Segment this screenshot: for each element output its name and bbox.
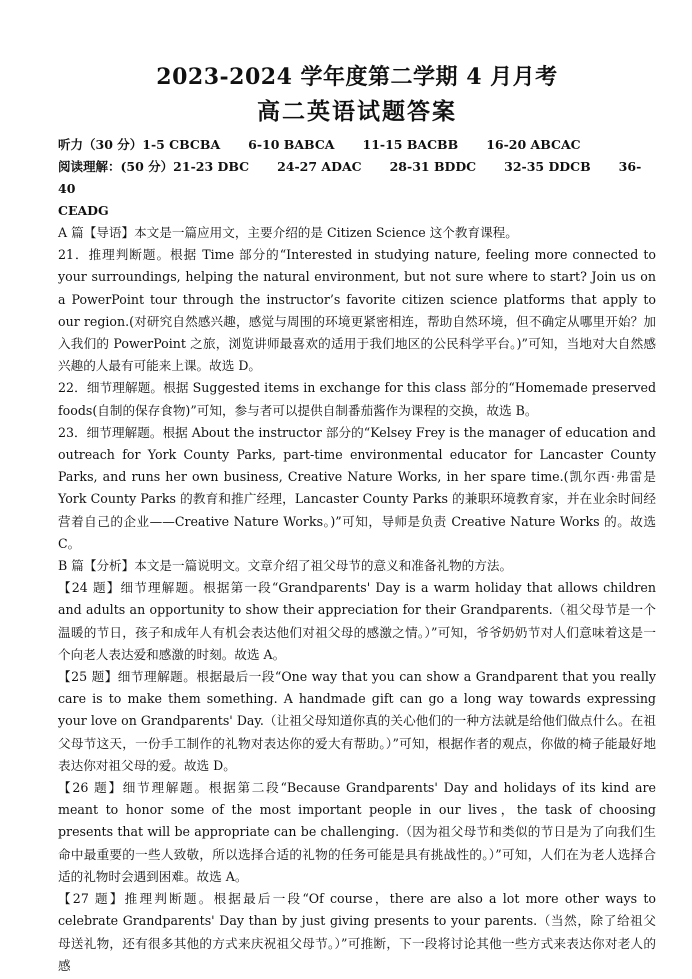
question-24-explanation: 【24 题】细节理解题。根据第一段“Grandparents' Day is a warm holiday that allows children and adults an opportunity to show their appreciation for their Grandparents.（祖父母节是一个温暖的节日，孩子和成年人有机会表达他们对祖父母的感激之情。）”可知，爷爷奶奶节对人们意味着这是一个向老人表达爱和感激的时刻。故选 A。: [58, 580, 656, 662]
reading-answers-tail: CEADG: [58, 203, 109, 218]
page-title: 2023-2024 学年度第二学期 4 月月考: [156, 64, 558, 90]
page-subtitle: 高二英语试题答案: [257, 98, 457, 125]
reading-group: 28-31 BDDC: [389, 159, 477, 174]
question-26-explanation: 【26 题】细节理解题。根据第二段“Because Grandparents' Day and holidays of its kind are meant to honor some of the most important people in our lives，the task of choosing presents that will be appropriate can be challenging.（因为祖父母节和类似的节日是为了向我们生命中最重要的一些人致敬，所以选择合适的礼物的任务可能是具有挑战性的。）”可知，人们在为老人选择合适的礼物时会遇到困难。故选 A。: [58, 780, 656, 884]
section-b-intro: B 篇【分析】本文是一篇说明文。文章介绍了祖父母节的意义和准备礼物的方法。: [58, 558, 513, 574]
reading-group: 36-40: [58, 159, 642, 196]
listening-group: 11-15 BACBB: [362, 137, 459, 152]
section-a-intro: A 篇【导语】本文是一篇应用文，主要介绍的是 Citizen Science 这个教育课程。: [58, 225, 518, 240]
listening-label: 听力（30 分）: [58, 137, 143, 152]
reading-answers: [58, 156, 656, 200]
listening-answers: [58, 134, 656, 156]
question-27-explanation: 【27 题】推理判断题。根据最后一段“Of course，there are also a lot more other ways to celebrate Grandparents' Day than by just giving presents to your parents.（当然，除了给祖父母送礼物，还有很多其他的方式来庆祝祖父母节。）”可推断，下一段将讨论其他一些方式来表达你对老人的感: [58, 891, 656, 973]
question-25-explanation: 【25 题】细节理解题。根据最后一段“One way that you can show a Grandparent that you really care is to make them something. A handmade gift can go a long way towards expressing your love on Grandparents' Day.（让祖父母知道你真的关心他们的一种方法就是给他们做点什么。在祖父母节这天，一份手工制作的礼物对表达你的爱大有帮助。）”可知，根据作者的观点，你做的椅子能最好地表达你对祖父母的爱。故选 D。: [58, 669, 656, 773]
question-23-explanation: 23．细节理解题。根据 About the instructor 部分的“Kelsey Frey is the manager of education and outreach for York County Parks, part-time environmental educator for Lancaster County Parks, and runs her own business, Creative Nature Works, in her spare time.(凯尔西·弗雷是 York County Parks 的教育和推广经理，Lancaster County Parks 的兼职环境教育家，并在业余时间经营着自己的企业——Creative Nature Works。)”可知，导师是负责 Creative Nature Works 的。故选 C。: [58, 424, 656, 551]
reading-label: 阅读理解：(50 分）: [58, 159, 174, 174]
question-21-explanation: 21．推理判断题。根据 Time 部分的“Interested in studying nature, feeling more connected to your surroundings, helping the natural environment, but not sure where to start? Join us on a PowerPoint tour through the instructor’s favorite citizen science platforms that apply to our region.(对研究自然感兴趣，感觉与周围的环境更紧密相连，帮助自然环境，但不确定从哪里开始？加入我们的 PowerPoint 之旅，浏览讲师最喜欢的适用于我们地区的公民科学平台。)”可知，当地对大自然感兴趣的人最有可能来上课。故选 D。: [58, 247, 656, 374]
listening-group: 1-5 CBCBA: [142, 137, 221, 152]
reading-group: 32-35 DDCB: [504, 159, 591, 174]
listening-group: 6-10 BABCA: [248, 137, 335, 152]
question-22-explanation: 22．细节理解题。根据 Suggested items in exchange for this class 部分的“Homemade preserved foods(自制的保存食物)”可知，参与者可以提供自制番茄酱作为课程的交换，故选 B。: [58, 380, 656, 418]
listening-group: 16-20 ABCAC: [486, 137, 581, 152]
reading-group: 21-23 DBC: [173, 159, 250, 174]
reading-group: 24-27 ADAC: [277, 159, 362, 174]
